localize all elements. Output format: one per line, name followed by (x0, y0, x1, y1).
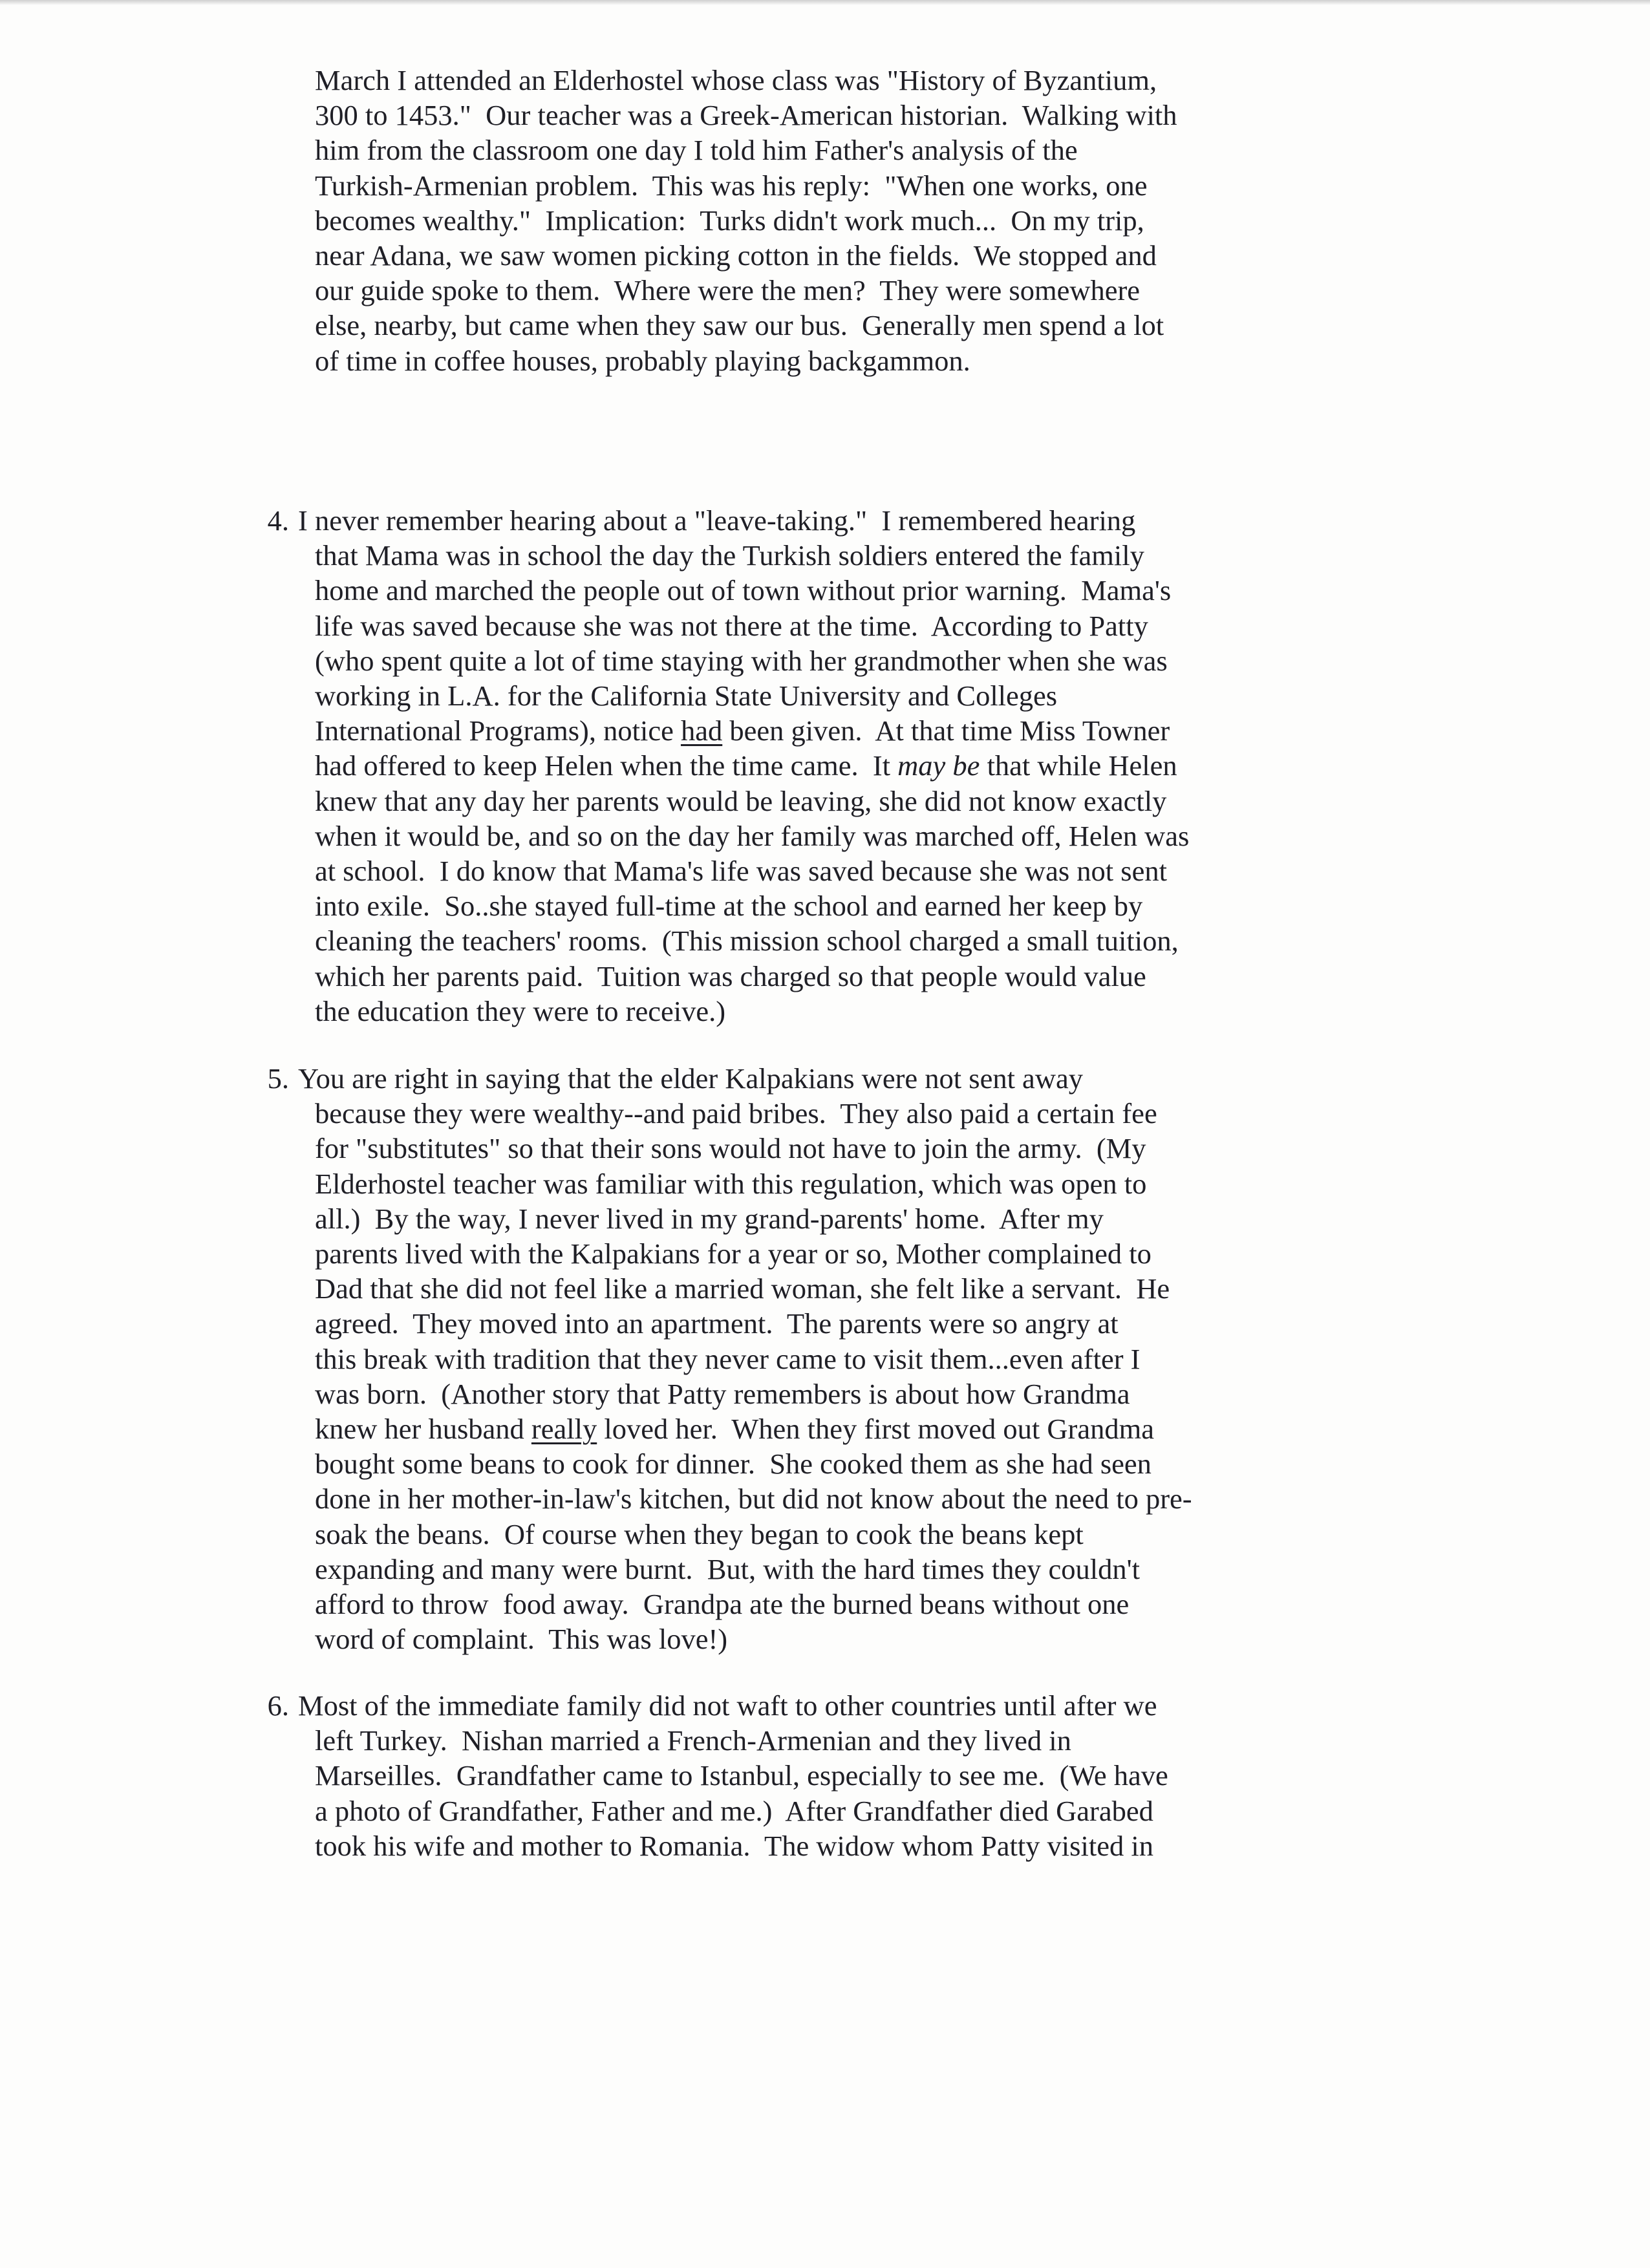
text-line: home and marched the people out of town without prior warning. Mama's (315, 574, 1172, 607)
text-line: (who spent quite a lot of time staying with her grandmother when she was (315, 644, 1168, 677)
text-line: International Programs), notice had been given. At that time Miss Towner (315, 714, 1170, 747)
text-line: this break with tradition that they never came to visit them...even after I (315, 1342, 1141, 1375)
text-line: knew her husband really loved her. When they first moved out Grandma (315, 1413, 1154, 1446)
item-number: 6. (267, 1689, 289, 1722)
paragraph-lines (298, 503, 1498, 1029)
underlined-word: had (680, 714, 723, 747)
text-line: working in L.A. for the California State University and Colleges (315, 679, 1058, 712)
text-line: March I attended an Elderhostel whose class was "History of Byzantium, (315, 64, 1157, 96)
text-line: afford to throw food away. Grandpa ate the burned beans without one (315, 1588, 1130, 1621)
text-line: took his wife and mother to Romania. The widow whom Patty visited in (315, 1829, 1153, 1862)
text-line: Most of the immediate family did not waft to other countries until after we (298, 1689, 1157, 1722)
text-line: becomes wealthy." Implication: Turks didn't work much... On my trip, (315, 204, 1144, 237)
text-line: for "substitutes" so that their sons would not have to join the army. (My (315, 1132, 1146, 1165)
underlined-word: really (531, 1413, 597, 1446)
text-line: Dad that she did not feel like a married woman, she felt like a servant. He (315, 1272, 1170, 1305)
text-line: at school. I do know that Mama's life was saved because she was not sent (315, 855, 1167, 888)
text-line: when it would be, and so on the day her family was marched off, Helen was (315, 819, 1190, 852)
paragraph-lines (298, 1688, 1498, 1863)
text-line: of time in coffee houses, probably playing backgammon. (315, 344, 970, 377)
text-line: word of complaint. This was love!) (315, 1623, 728, 1656)
text-line: near Adana, we saw women picking cotton in the fields. We stopped and (315, 239, 1157, 272)
text-line: parents lived with the Kalpakians for a year or so, Mother complained to (315, 1237, 1152, 1270)
list-item-5 (267, 1061, 1498, 1656)
list-item-6 (267, 1688, 1498, 1863)
continuation-paragraph (315, 63, 1498, 378)
paragraph-lines (315, 63, 1498, 378)
text-line: 300 to 1453." Our teacher was a Greek-American historian. Walking with (315, 99, 1177, 132)
text-line: cleaning the teachers' rooms. (This mission school charged a small tuition, (315, 925, 1179, 957)
text-line: the education they were to receive.) (315, 994, 726, 1027)
text-line: else, nearby, but came when they saw our bus. Generally men spend a lot (315, 309, 1164, 342)
text-line: which her parents paid. Tuition was charged so that people would value (315, 959, 1146, 992)
text-line: because they were wealthy--and paid bribes. They also paid a certain fee (315, 1097, 1157, 1130)
text-line: I never remember hearing about a "leave-taking." I remembered hearing (298, 504, 1136, 537)
text-line: agreed. They moved into an apartment. The parents were so angry at (315, 1307, 1119, 1340)
text-line: our guide spoke to them. Where were the men? They were somewhere (315, 274, 1141, 307)
italic-phrase: may be (897, 749, 980, 782)
text-line: expanding and many were burnt. But, with the hard times they couldn't (315, 1552, 1140, 1585)
text-line: a photo of Grandfather, Father and me.) After Grandfather died Garabed (315, 1794, 1153, 1827)
item-number: 4. (267, 504, 289, 537)
text-line: Marseilles. Grandfather came to Istanbul, especially to see me. (We have (315, 1759, 1168, 1792)
list-item-4 (267, 503, 1498, 1029)
text-line: left Turkey. Nishan married a French-Armenian and they lived in (315, 1724, 1071, 1757)
text-line: all.) By the way, I never lived in my grand-parents' home. After my (315, 1202, 1104, 1235)
text-line: knew that any day her parents would be leaving, she did not know exactly (315, 784, 1167, 817)
text-line: soak the beans. Of course when they began to cook the beans kept (315, 1517, 1084, 1550)
text-line: You are right in saying that the elder Kalpakians were not sent away (298, 1062, 1083, 1095)
text-line: done in her mother-in-law's kitchen, but did not know about the need to pre- (315, 1482, 1192, 1515)
text-line: Turkish-Armenian problem. This was his reply: "When one works, one (315, 169, 1148, 202)
text-line: was born. (Another story that Patty remembers is about how Grandma (315, 1377, 1130, 1410)
text-line: had offered to keep Helen when the time came. It may be that while Helen (315, 749, 1177, 782)
item-number: 5. (267, 1062, 289, 1095)
paragraph-lines (298, 1061, 1498, 1656)
text-line: into exile. So..she stayed full-time at the school and earned her keep by (315, 890, 1143, 923)
text-line: bought some beans to cook for dinner. She cooked them as she had seen (315, 1448, 1152, 1481)
text-line: that Mama was in school the day the Turkish soldiers entered the family (315, 539, 1144, 572)
text-line: life was saved because she was not there at the time. According to Patty (315, 609, 1148, 642)
text-line: Elderhostel teacher was familiar with this regulation, which was open to (315, 1167, 1147, 1200)
text-line: him from the classroom one day I told him Father's analysis of the (315, 134, 1078, 167)
